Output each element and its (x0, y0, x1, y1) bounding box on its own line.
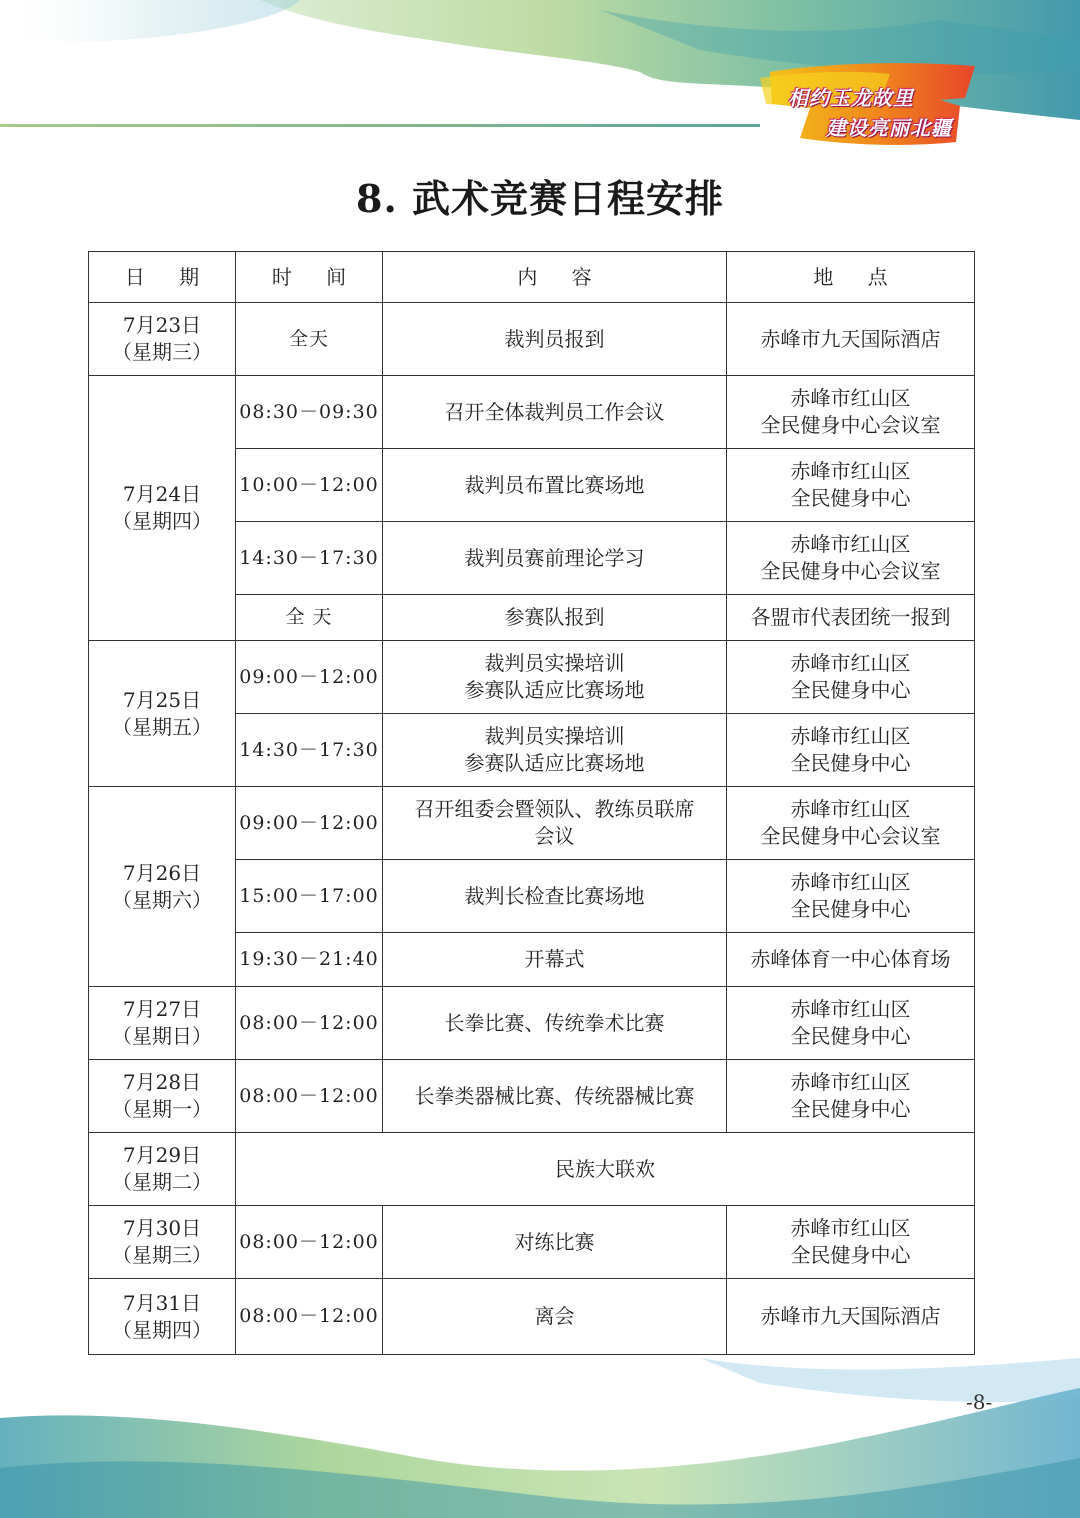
page-number: -8- (966, 1390, 993, 1414)
time-cell: 14:30－17:30 (236, 522, 383, 595)
date-cell: 7月28日 （星期一） (89, 1060, 236, 1133)
time-cell: 08:00－12:00 (236, 1206, 383, 1279)
date-cell: 7月24日 （星期四） (89, 376, 236, 641)
location-cell: 赤峰市红山区 全民健身中心 (727, 641, 975, 714)
time-cell: 全天 (236, 303, 383, 376)
time-cell: 08:00－12:00 (236, 987, 383, 1060)
slogan-line-2: 建设亮丽北疆 (826, 116, 952, 140)
content-cell: 对练比赛 (383, 1206, 727, 1279)
content-cell: 召开全体裁判员工作会议 (383, 376, 727, 449)
bottom-brush-decoration (0, 1358, 1080, 1518)
content-cell: 长拳类器械比赛、传统器械比赛 (383, 1060, 727, 1133)
time-cell: 14:30－17:30 (236, 714, 383, 787)
table-row (89, 1133, 975, 1206)
time-cell: 15:00－17:00 (236, 860, 383, 933)
header-content: 内 容 (383, 252, 727, 303)
time-cell: 09:00－12:00 (236, 641, 383, 714)
content-cell: 参赛队报到 (383, 595, 727, 641)
content-cell: 长拳比赛、传统拳术比赛 (383, 987, 727, 1060)
content-cell: 开幕式 (383, 933, 727, 987)
header-location: 地 点 (727, 252, 975, 303)
table-row (89, 787, 975, 860)
table-row (89, 376, 975, 449)
location-cell: 赤峰市九天国际酒店 (727, 303, 975, 376)
schedule-table (88, 251, 975, 1355)
slogan-line-1: 相约玉龙故里 (788, 86, 914, 110)
date-cell: 7月31日 （星期四） (89, 1279, 236, 1355)
content-cell: 裁判长检查比赛场地 (383, 860, 727, 933)
content-cell: 召开组委会暨领队、教练员联席 会议 (383, 787, 727, 860)
header-time: 时 间 (236, 252, 383, 303)
location-cell: 赤峰市红山区 全民健身中心 (727, 714, 975, 787)
location-cell: 赤峰体育一中心体育场 (727, 933, 975, 987)
page-title: 8. 武术竞赛日程安排 (356, 176, 724, 221)
date-cell: 7月26日 （星期六） (89, 787, 236, 987)
date-cell: 7月30日 （星期三） (89, 1206, 236, 1279)
header-rule (0, 124, 760, 127)
location-cell: 赤峰市九天国际酒店 (727, 1279, 975, 1355)
location-cell: 赤峰市红山区 全民健身中心 (727, 449, 975, 522)
time-cell: 09:00－12:00 (236, 787, 383, 860)
table-row (89, 987, 975, 1060)
content-cell: 民族大联欢 (236, 1133, 975, 1206)
time-cell: 08:00－12:00 (236, 1279, 383, 1355)
location-cell: 赤峰市红山区 全民健身中心会议室 (727, 787, 975, 860)
time-cell: 19:30－21:40 (236, 933, 383, 987)
content-cell: 裁判员布置比赛场地 (383, 449, 727, 522)
time-cell: 08:00－12:00 (236, 1060, 383, 1133)
date-cell: 7月29日 （星期二） (89, 1133, 236, 1206)
date-cell: 7月25日 （星期五） (89, 641, 236, 787)
location-cell: 赤峰市红山区 全民健身中心 (727, 987, 975, 1060)
content-cell: 裁判员赛前理论学习 (383, 522, 727, 595)
location-cell: 赤峰市红山区 全民健身中心会议室 (727, 522, 975, 595)
content-cell: 裁判员报到 (383, 303, 727, 376)
time-cell: 08:30－09:30 (236, 376, 383, 449)
table-header-row (89, 252, 975, 303)
date-cell: 7月23日 （星期三） (89, 303, 236, 376)
location-cell: 赤峰市红山区 全民健身中心会议室 (727, 376, 975, 449)
location-cell: 各盟市代表团统一报到 (727, 595, 975, 641)
time-cell: 全 天 (236, 595, 383, 641)
location-cell: 赤峰市红山区 全民健身中心 (727, 1060, 975, 1133)
header-date: 日 期 (89, 252, 236, 303)
table-row (89, 303, 975, 376)
content-cell: 离会 (383, 1279, 727, 1355)
table-row (89, 1279, 975, 1355)
content-cell: 裁判员实操培训 参赛队适应比赛场地 (383, 714, 727, 787)
time-cell: 10:00－12:00 (236, 449, 383, 522)
content-cell: 裁判员实操培训 参赛队适应比赛场地 (383, 641, 727, 714)
location-cell: 赤峰市红山区 全民健身中心 (727, 1206, 975, 1279)
date-cell: 7月27日 （星期日） (89, 987, 236, 1060)
table-row (89, 641, 975, 714)
slogan-banner (760, 58, 985, 148)
location-cell: 赤峰市红山区 全民健身中心 (727, 860, 975, 933)
table-row (89, 1206, 975, 1279)
table-row (89, 1060, 975, 1133)
